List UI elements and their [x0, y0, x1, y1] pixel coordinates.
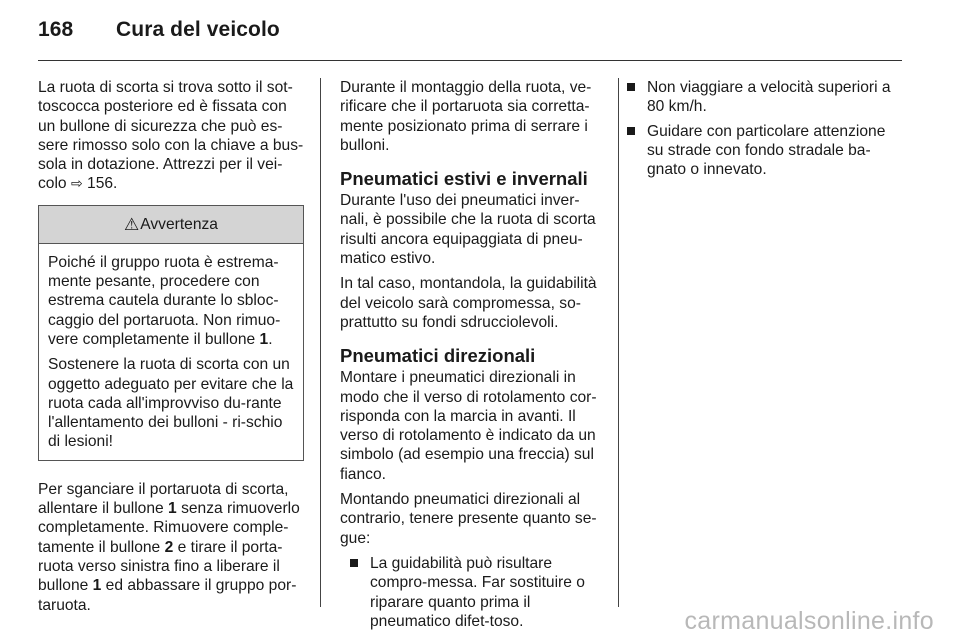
column-2	[340, 78, 602, 636]
mounting-text: Durante il montaggio della ruota, ve-rificare che il portaruota sia corretta-mente posizionato prima di serrare i bulloni.	[340, 79, 592, 154]
directional-bullet-list	[347, 554, 602, 631]
page-reference-arrow-icon: ⇨	[70, 175, 83, 192]
page-header	[38, 18, 280, 42]
column-1	[38, 78, 304, 621]
warning-title: Avvertenza	[140, 215, 218, 233]
spare-wheel-location-text: La ruota di scorta si trova sotto il sot-toscocca posteriore ed è fissata con un bullone di sicurezza che può es-sere rimosso solo con la chiave a bus-sola in dotazione. Attrezzi per il vei-colo ⇨ 156.	[38, 79, 304, 193]
column-divider-1	[320, 78, 321, 607]
page-title: Cura del veicolo	[116, 18, 280, 41]
bullet-square-icon	[627, 83, 635, 91]
directional-paragraph-2: Montando pneumatici direzionali al contrario, tenere presente quanto se-gue:	[340, 491, 597, 547]
directional-paragraph-1: Montare i pneumatici direzionali in modo che il verso di rotolamento cor-risponda con la marcia in avanti. Il verso di rotolamento è indicato da un simbolo (ad esempio una freccia) sul fianco.	[340, 369, 597, 483]
heading-summer-winter-tyres: Pneumatici estivi e invernali	[340, 168, 588, 190]
list-item: La guidabilità può risultare compro-messa. Far sostituire o riparare quanto prima il pneumatico difet-toso.	[347, 554, 602, 631]
release-carrier-text: Per sganciare il portaruota di scorta, allentare il bullone 1 senza rimuoverlo completamente. Rimuovere comple-tamente il bullone 2 e tirare il porta-ruota verso sinistra fino a liberare il bullone 1 ed abbassare il gruppo por-taruota.	[38, 480, 300, 614]
warning-paragraph-2: Sostenere la ruota di scorta con un oggetto adeguato per evitare che la ruota cada all'improvviso du-rante l'allentamento dei bulloni - ri-schio di lesioni!	[48, 356, 294, 451]
tyres-paragraph-2: In tal caso, montandola, la guidabilità del veicolo sarà compromessa, so-prattutto su fondi sdrucciolevoli.	[340, 275, 597, 331]
warning-body	[39, 244, 303, 460]
bullet-square-icon	[350, 559, 358, 567]
speed-bullet-list	[624, 78, 904, 179]
column-3	[624, 78, 904, 184]
list-item: Non viaggiare a velocità superiori a 80 km/h.	[624, 78, 904, 117]
warning-triangle-icon: ⚠	[124, 214, 140, 234]
heading-directional-tyres: Pneumatici direzionali	[340, 345, 536, 367]
bullet-square-icon	[627, 127, 635, 135]
warning-header	[39, 206, 303, 244]
header-divider	[38, 60, 902, 61]
tyres-paragraph-1: Durante l'uso dei pneumatici inver-nali, è possibile che la ruota di scorta risulti ancora equipaggiata di pneu-matico estivo.	[340, 192, 596, 268]
watermark: carmanualsonline.info	[684, 607, 934, 635]
list-item: Guidare con particolare attenzione su strade con fondo stradale ba-gnato o innevato.	[624, 122, 904, 180]
page-number: 168	[38, 18, 74, 41]
warning-paragraph-1: Poiché il gruppo ruota è estrema-mente pesante, procedere con estrema cautela durante lo sbloc-caggio del portaruota. Non rimuo-vere completamente il bullone 1.	[48, 253, 281, 348]
page-reference-link[interactable]: 156.	[87, 175, 118, 193]
column-divider-2	[618, 78, 619, 607]
warning-box	[38, 205, 304, 461]
